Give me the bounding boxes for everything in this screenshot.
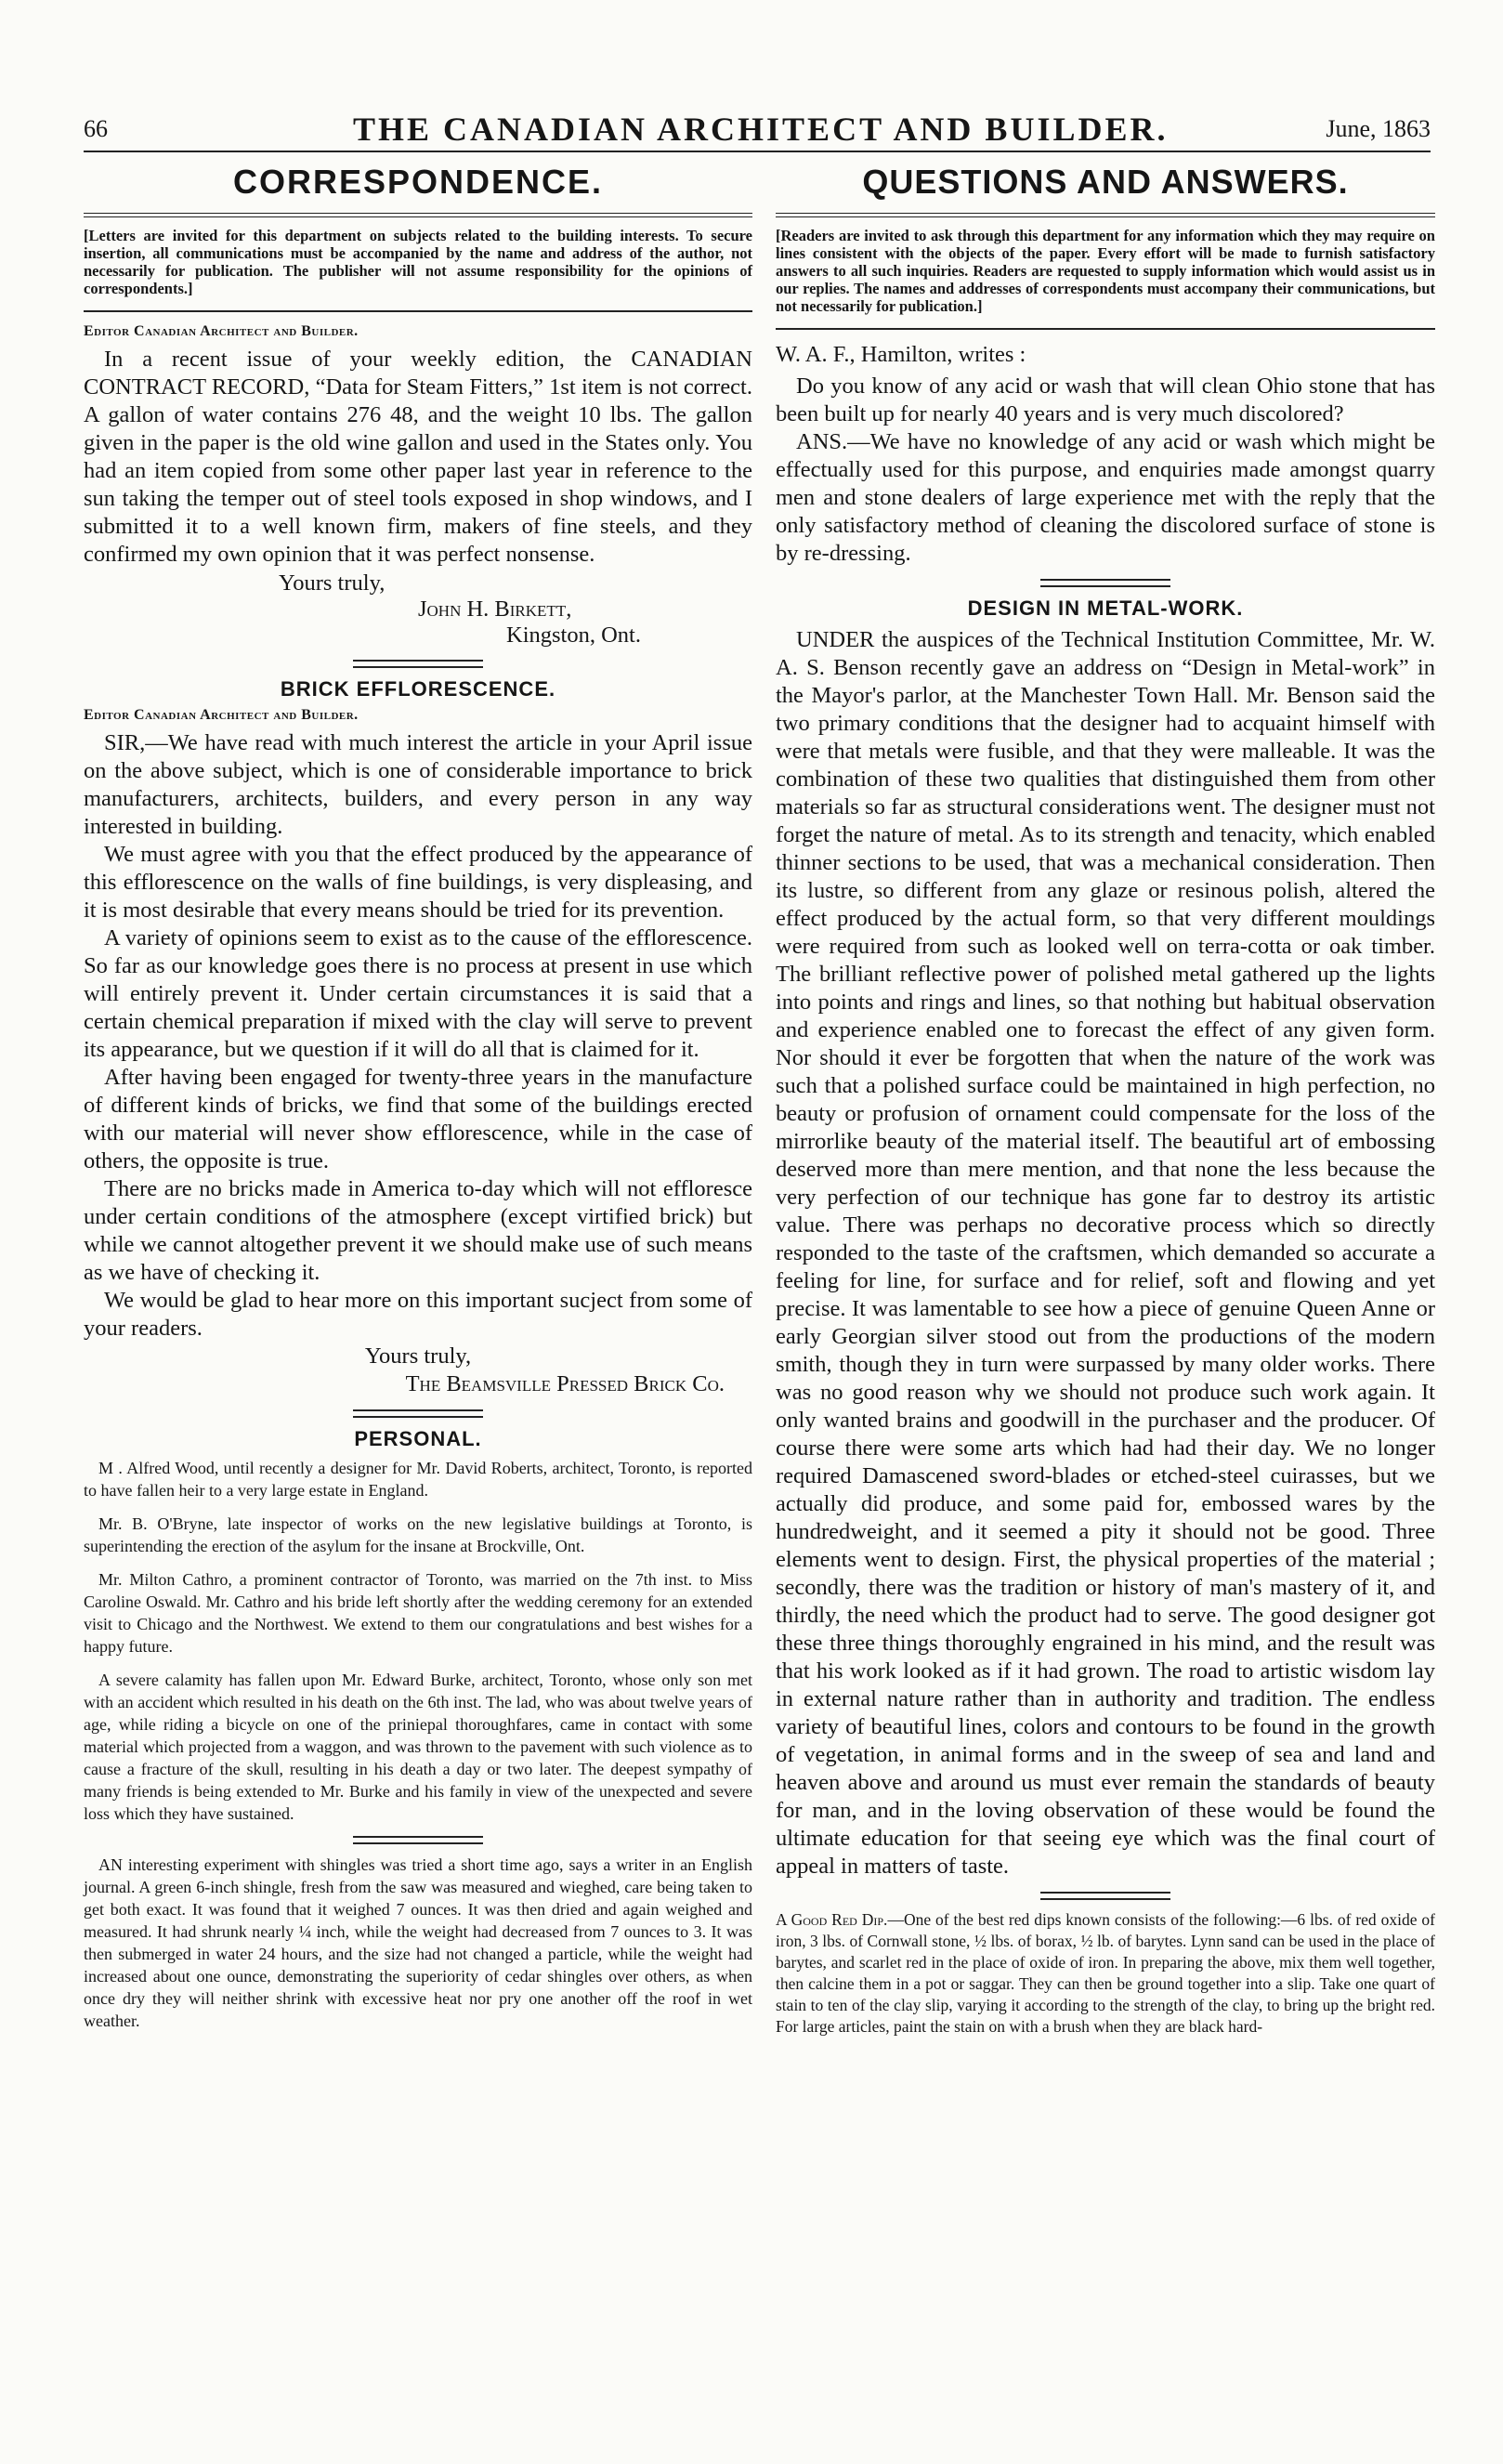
section-rule (776, 213, 1435, 217)
correspondence-note: [Letters are invited for this department on subjects related to the building interests. To secure insertion, all communications must be accompanied by the name and address of the author, not necessarily for publication. The publisher will not assume responsibility for the opinions of correspondents.] (84, 227, 752, 297)
paragraph: We must agree with you that the effect produced by the appearance of this efflorescence on the walls of fine buildings, is very displeasing, and it is most desirable that every means should be tried for its prevention. (84, 842, 752, 923)
paragraph: SIR,—We have read with much interest the article in your April issue on the above subject, which is one of considerable importance to brick manufacturers, architects, builders, and every person in any way interested in building. (84, 730, 752, 839)
issue-date: June, 1863 (1326, 115, 1431, 142)
letter-body (84, 346, 752, 569)
correspondence-title: CORRESPONDENCE. (232, 163, 604, 201)
red-dip-label: A Good Red Dip. (776, 1910, 888, 1929)
section-divider (353, 1409, 483, 1418)
section-rule (84, 213, 752, 217)
personal-item: Mr. B. O'Bryne, late inspector of works on the new legislative buildings at Toronto, is superintending the erection of the asylum for the insane at Brockville, Ont. (84, 1514, 752, 1555)
left-column (84, 163, 752, 2043)
qa-body (776, 373, 1435, 568)
questions-note: [Readers are invited to ask through this department for any information which they may require on lines consistent with the objects of the paper. Every effort will be made to furnish satisfactory answers to all such inquiries. Readers are requested to supply information which would assist us in our replies. The names and addresses of correspondents must accompany their communications, but not necessarily for publication.] (776, 227, 1435, 315)
page-header (84, 110, 1431, 147)
section-divider (1040, 579, 1170, 587)
letter-place: Kingston, Ont. (506, 623, 641, 648)
brick-letter-body (84, 729, 752, 1343)
questions-title: QUESTIONS AND ANSWERS. (862, 163, 1349, 201)
section-divider (1040, 1892, 1170, 1900)
brick-signature: The Beamsville Pressed Brick Co. (405, 1371, 725, 1396)
header-rule (84, 151, 1431, 152)
paragraph: We would be glad to hear more on this important sucject from some of your readers. (84, 1288, 752, 1341)
question-text: Do you know of any acid or wash that will clean Ohio stone that has been built up for nearly 40 years and is very much discolored? (776, 374, 1435, 426)
red-dip-item (776, 1909, 1435, 2038)
brick-closing: Yours truly, (364, 1343, 472, 1369)
divider (776, 328, 1435, 330)
letter-signature: John H. Birkett, (418, 596, 572, 622)
design-title: DESIGN IN METAL-WORK. (967, 596, 1244, 620)
letter-text: In a recent issue of your weekly edition, the CANADIAN CONTRACT RECORD, “Data for Steam Fitters,” 1st item is not correct. A gallon of water contains 276 48, and the weight 10 lbs. The gallon given in the paper is the old wine gallon and used in the States only. You had an item copied from some other paper last year in reference to the sun taking the temper out of steel tools exposed in shop windows, and I submitted it to a well known firm, makers of fine steels, and they confirmed my own opinion that it was perfect nonsense. (84, 347, 752, 567)
paragraph: There are no bricks made in America to-day which will not effloresce under certain conditions of the atmosphere (except virtified brick) but while we cannot altogether prevent it we should make use of such means as we have of checking it. (84, 1176, 752, 1285)
personal-item: A severe calamity has fallen upon Mr. Edward Burke, architect, Toronto, whose only son met with an accident which resulted in his death on the 6th inst. The lad, who was about twelve years of age, while riding a bicycle on one of the priniepal thoroughfares, came in contact with some material which projected from a waggon, and was thrown to the pavement with such violence as to cause a fracture of the skull, resulting in his death a day or two later. The deepest sympathy of many friends is being extended to Mr. Burke and his family in view of the unexpected and severe loss which they have sustained. (84, 1671, 752, 1823)
shingles-body (84, 1854, 752, 2032)
letter-salutation: Editor Canadian Architect and Builder. (84, 323, 359, 339)
red-dip-text: —One of the best red dips known consists of the following:—6 lbs. of red oxide of iron, 3 lbs. of Cornwall stone, ½ lbs. of borax, ½ lb. of barytes. Lynn sand can be used in the place of barytes, and scarlet red in the place of oxide of iron. In preparing the above, mix them well together, then calcine them in a pot or saggar. They can then be ground together into a slip. Take one quart of stain to ten of the clay slip, varying it according to the strength of the clay, to bring up the bright red. For large articles, paint the stain on with a brush when they are black hard- (776, 1910, 1435, 2036)
page-number: 66 (84, 115, 108, 142)
publication-title: THE CANADIAN ARCHITECT AND BUILDER. (353, 111, 1169, 148)
brick-salutation: Editor Canadian Architect and Builder. (84, 707, 359, 723)
personal-title: PERSONAL. (354, 1427, 482, 1450)
brick-efflorescence-title: BRICK EFFLORESCENCE. (280, 677, 556, 701)
answer-text: ANS.—We have no knowledge of any acid or wash which might be effectually used for this purpose, and enquiries made amongst quarry men and stone dealers of large experience met with the reply that the only satisfactory method of cleaning the discolored surface of stone is by re-dressing. (776, 429, 1435, 566)
question-from: W. A. F., Hamilton, writes : (776, 342, 1026, 367)
paragraph: A variety of opinions seem to exist as to the cause of the efflorescence. So far as our knowledge goes there is no process at present in use which will entirely prevent it. Under certain circumstances it is said that a certain chemical preparation if mixed with the clay will serve to prevent its appearance, but we question if it will do all that is claimed for it. (84, 925, 752, 1062)
personal-item: Mr. Milton Cathro, a prominent contractor of Toronto, was married on the 7th inst. to Miss Caroline Oswald. Mr. Cathro and his bride left shortly after the wedding ceremony for an extended visit to Chicago and the Northwest. We extend to them our congratulations and best wishes for a happy future. (84, 1570, 752, 1656)
shingles-item: AN interesting experiment with shingles was tried a short time ago, says a writer in an English journal. A green 6-inch shingle, fresh from the saw was measured and wieghed, care being taken to get both exact. It was found that it weighed 7 ounces. It was then dried and again weighed and measured. It had shrunk nearly ¼ inch, while the weight had decreased from 7 ounces to 3. It was then submerged in water 24 hours, and the size had not changed a particle, while the weight had increased about one ounce, demonstrating the superiority of cedar shingles over others, as when once dry they will neither shrink with excessive heat nor pry one another off the roof in wet weather. (84, 1855, 752, 2030)
letter-closing: Yours truly, (279, 570, 386, 596)
design-text: UNDER the auspices of the Technical Institution Committee, Mr. W. A. S. Benson recently gave an address on “Design in Metal-work” in the Mayor's parlor, at the Manchester Town Hall. Mr. Benson said the two primary conditions that the designer had to acquaint himself with were that metals were fusible, and that they were malleable. It was the combination of these two qualities that distinguished them from other materials so far as structural considerations went. The designer must not forget the nature of metal. As to its strength and tenacity, which enabled thinner sections to be used, that was a mechanical consideration. Then its lustre, so different from any glaze or resinous polish, altered the effect produced by the actual form, so that very different mouldings were required from such as looked well on terra-cotta or oak timber. The brilliant reflective power of polished metal gathered up the lights into points and rings and lines, so that nothing but habitual observation and experience enabled one to forecast the effect of any given form. Nor should it ever be forgotten that when the nature of the work was such that a polished surface could be maintained in high perfection, no beauty or profusion of ornament could compensate for the loss of the mirrorlike beauty of the material itself. The beautiful art of embossing deserved more than mere mention, and that none the less because the very perfection of our technique has gone far to destroy its artistic value. There was perhaps no decorative process which so directly responded to the taste of the craftsmen, which demanded so accurate a feeling for line, for surface and for relief, soft and flowing and yet precise. It was lamentable to see how a piece of genuine Queen Anne or early Georgian silver stood out from the productions of the modern smith, though they in turn were surpassed by many older works. There was no good reason why we should not produce such work again. It only wanted brains and goodwill in the purchaser and the producer. Of course there were some arts which had had their day. We no longer required Damascened sword-blades or etched-steel cuirasses, but we actually did produce, and some paid for, embossed wares by the hundredweight, and it seemed a pity it should not be good. Three elements went to design. First, the physical properties of the material ; secondly, there was the tradition or history of man's mastery of it, and thirdly, the need which the product had to serve. The good designer got these three things thoroughly engrained in his mind, and the result was that his work looked as if it had grown. The road to artistic wisdom lay in external nature rather than in authority and tradition. The endless variety of beautiful lines, colors and contours to be found in the growth of vegetation, in animal forms and in the sweep of sea and land and heaven above and around us must ever remain the standards of beauty for man, and in the loving observation of these would be found the ultimate education for that seeing eye which was the final court of appeal in matters of taste. (776, 627, 1435, 1879)
personal-item: M . Alfred Wood, until recently a designer for Mr. David Roberts, architect, Toronto, is reported to have fallen heir to a very large estate in England. (84, 1459, 752, 1500)
divider (84, 310, 752, 312)
personal-body (84, 1457, 752, 1825)
paragraph: After having been engaged for twenty-three years in the manufacture of different kinds of bricks, we find that some of the buildings erected with our material will never show efflorescence, while in the case of others, the opposite is true. (84, 1065, 752, 1173)
section-divider (353, 660, 483, 668)
section-divider (353, 1836, 483, 1844)
design-body (776, 626, 1435, 1881)
right-column (776, 163, 1435, 2038)
